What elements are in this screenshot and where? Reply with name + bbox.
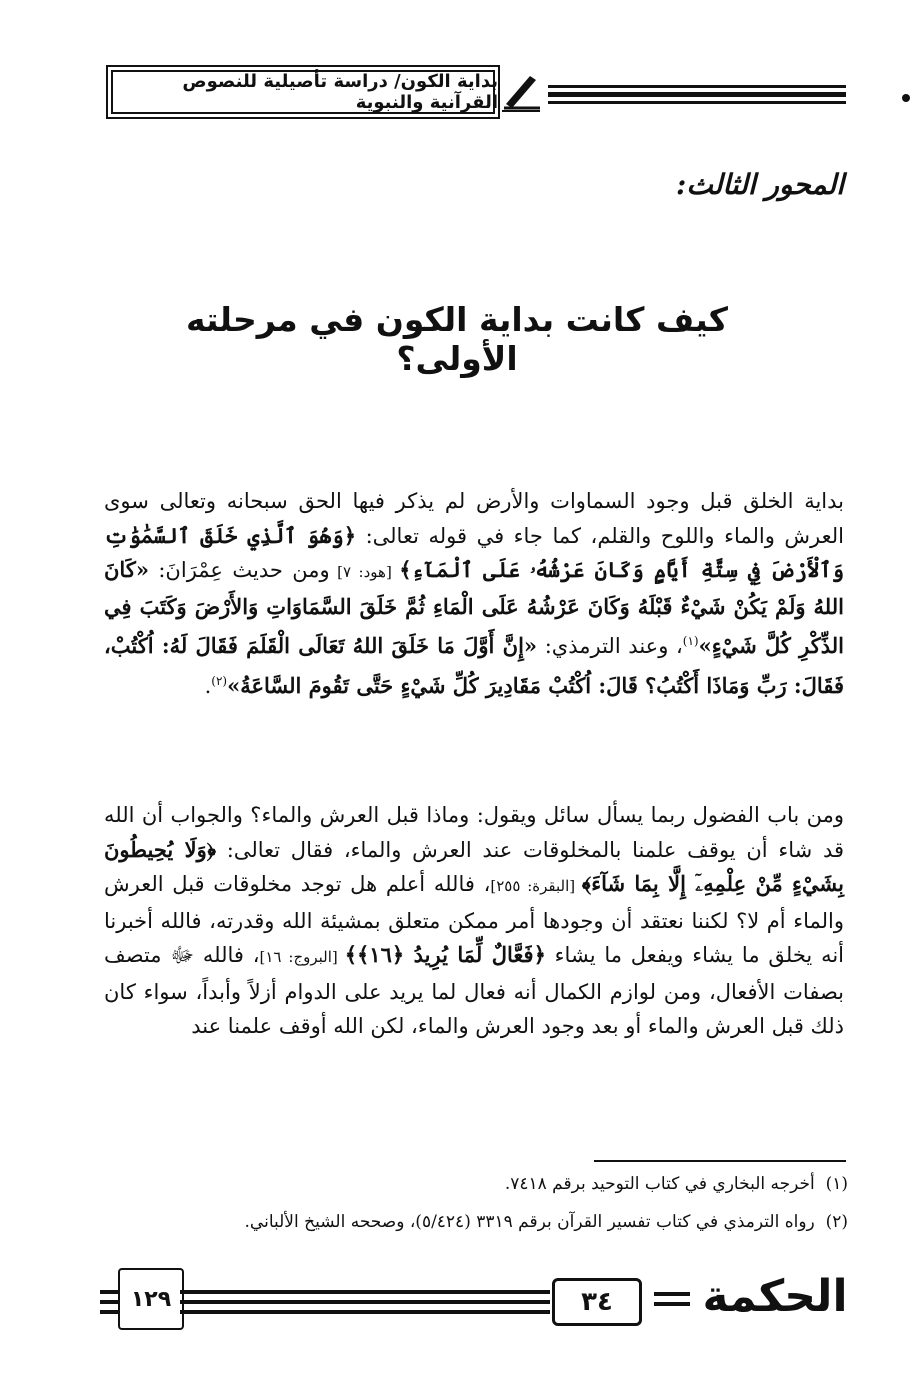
issue-number: ٣٤ (552, 1278, 642, 1326)
header-rule (548, 85, 846, 111)
quran-quote: ﴿فَعَّالٌ لِّمَا يُرِيدُ ﴿١٦﴾﴾ (344, 942, 546, 967)
text-run: ومن حديث عِمْرَانَ: (148, 558, 330, 582)
footnote-number: (١) (825, 1174, 848, 1194)
paragraph-1 (104, 484, 844, 703)
footnote (100, 1210, 848, 1234)
pen-icon (500, 70, 542, 112)
quran-quote: ﴿وَهُوَ ٱلَّذِي خَلَقَ ٱلسَّمَٰوَٰتِ وَٱلْأَرْضَ فِي سِتَّةِ أَيَّامٍ وَكَانَ عَرْشُهُۥ عَلَى ٱلْمَآءِ﴾ (104, 522, 844, 582)
quran-reference: [البقرة: ٢٥٥] (490, 877, 582, 895)
running-header (106, 65, 500, 119)
footnote (100, 1172, 848, 1196)
text-run: ، فالله ﷻ متصف بصفات الأفعال، ومن لوازم الكمال أنه فعال لما يريد على الدوام أزلاً وأبداً، سواء كان ذلك قبل العرش والماء أو بعد وجود العرش والماء، لكن الله أوقف علمنا عند (104, 943, 844, 1038)
quran-quote: ﴿وَلَا يُحِيطُونَ بِشَيْءٍ مِّنْ عِلْمِهِۦٓ إِلَّا بِمَا شَآءَ﴾ (104, 836, 844, 896)
paragraph-2 (104, 798, 844, 1044)
footnote-number: (٢) (825, 1212, 848, 1232)
section-label: المحور الثالث: (676, 168, 844, 201)
quran-reference: [البروج: ١٦] (259, 948, 345, 966)
hadith-quote: «كَانَ اللهُ وَلَمْ يَكُنْ شَيْءٌ قَبْلَهُ وَكَانَ عَرْشُهُ عَلَى الْمَاءِ ثُمَّ خَلَقَ السَّمَاوَاتِ وَالأَرْضَ وَكَتَبَ فِي الذِّكْرِ كُلَّ شَيْءٍ» (104, 557, 845, 658)
quran-reference: [هود: ٧] (329, 563, 400, 581)
text-run: ومن باب الفضول ربما يسأل سائل ويقول: وماذا قبل العرش والماء؟ والجواب أن الله قد شاء أن يوقف علمنا بالمخلوقات عند العرش والماء، فقال تعالى: (104, 803, 845, 862)
text-run: . (204, 673, 212, 698)
text-run: ، وعند الترمذي: (537, 634, 683, 658)
footnote-ref: (٢) (211, 673, 228, 688)
running-title: بداية الكون/ دراسة تأصيلية للنصوص القرآنية والنبوية (182, 71, 498, 113)
magazine-logo: الحكمة (702, 1270, 848, 1322)
text-run: بداية الخلق قبل وجود السماوات والأرض لم يذكر فيها الحق سبحانه وتعالى سوى العرش والماء واللوح والقلم، كما جاء في قوله تعالى: (104, 489, 844, 548)
margin-mark (902, 94, 910, 102)
page-number: ١٢٩ (118, 1268, 184, 1330)
footer-rule-right (654, 1292, 690, 1312)
footer-rule-middle (180, 1290, 550, 1320)
text-run: ، فالله أعلم هل توجد مخلوقات قبل العرش والماء أم لا؟ لكننا نعتقد أن وجودها أمر ممكن متعلق بمشيئة الله وقدرته، فالله أخبرنا أنه يخلق ما يشاء ويفعل ما يشاء (104, 872, 845, 967)
footnote-text: أخرجه البخاري في كتاب التوحيد برقم ٧٤١٨. (504, 1174, 815, 1194)
hadith-quote: «إِنَّ أَوَّلَ مَا خَلَقَ اللهُ تَعَالَى الْقَلَمَ فَقَالَ لَهُ: اُكْتُبْ، فَقَالَ: رَبِّ وَمَاذَا أَكْتُبُ؟ قَالَ: اُكْتُبْ مَقَادِيرَ كُلِّ شَيْءٍ حَتَّى تَقُومَ السَّاعَةُ» (104, 633, 844, 698)
footer-rule-left (100, 1290, 120, 1320)
page-title: كيف كانت بداية الكون في مرحلته الأولى؟ (186, 300, 728, 378)
footnote-ref: (١) (682, 634, 699, 648)
footnote-text: رواه الترمذي في كتاب تفسير القرآن برقم ٣٣١٩ (٥/٤٢٤)، وصححه الشيخ الألباني. (244, 1212, 815, 1232)
footnote-divider (594, 1160, 846, 1162)
